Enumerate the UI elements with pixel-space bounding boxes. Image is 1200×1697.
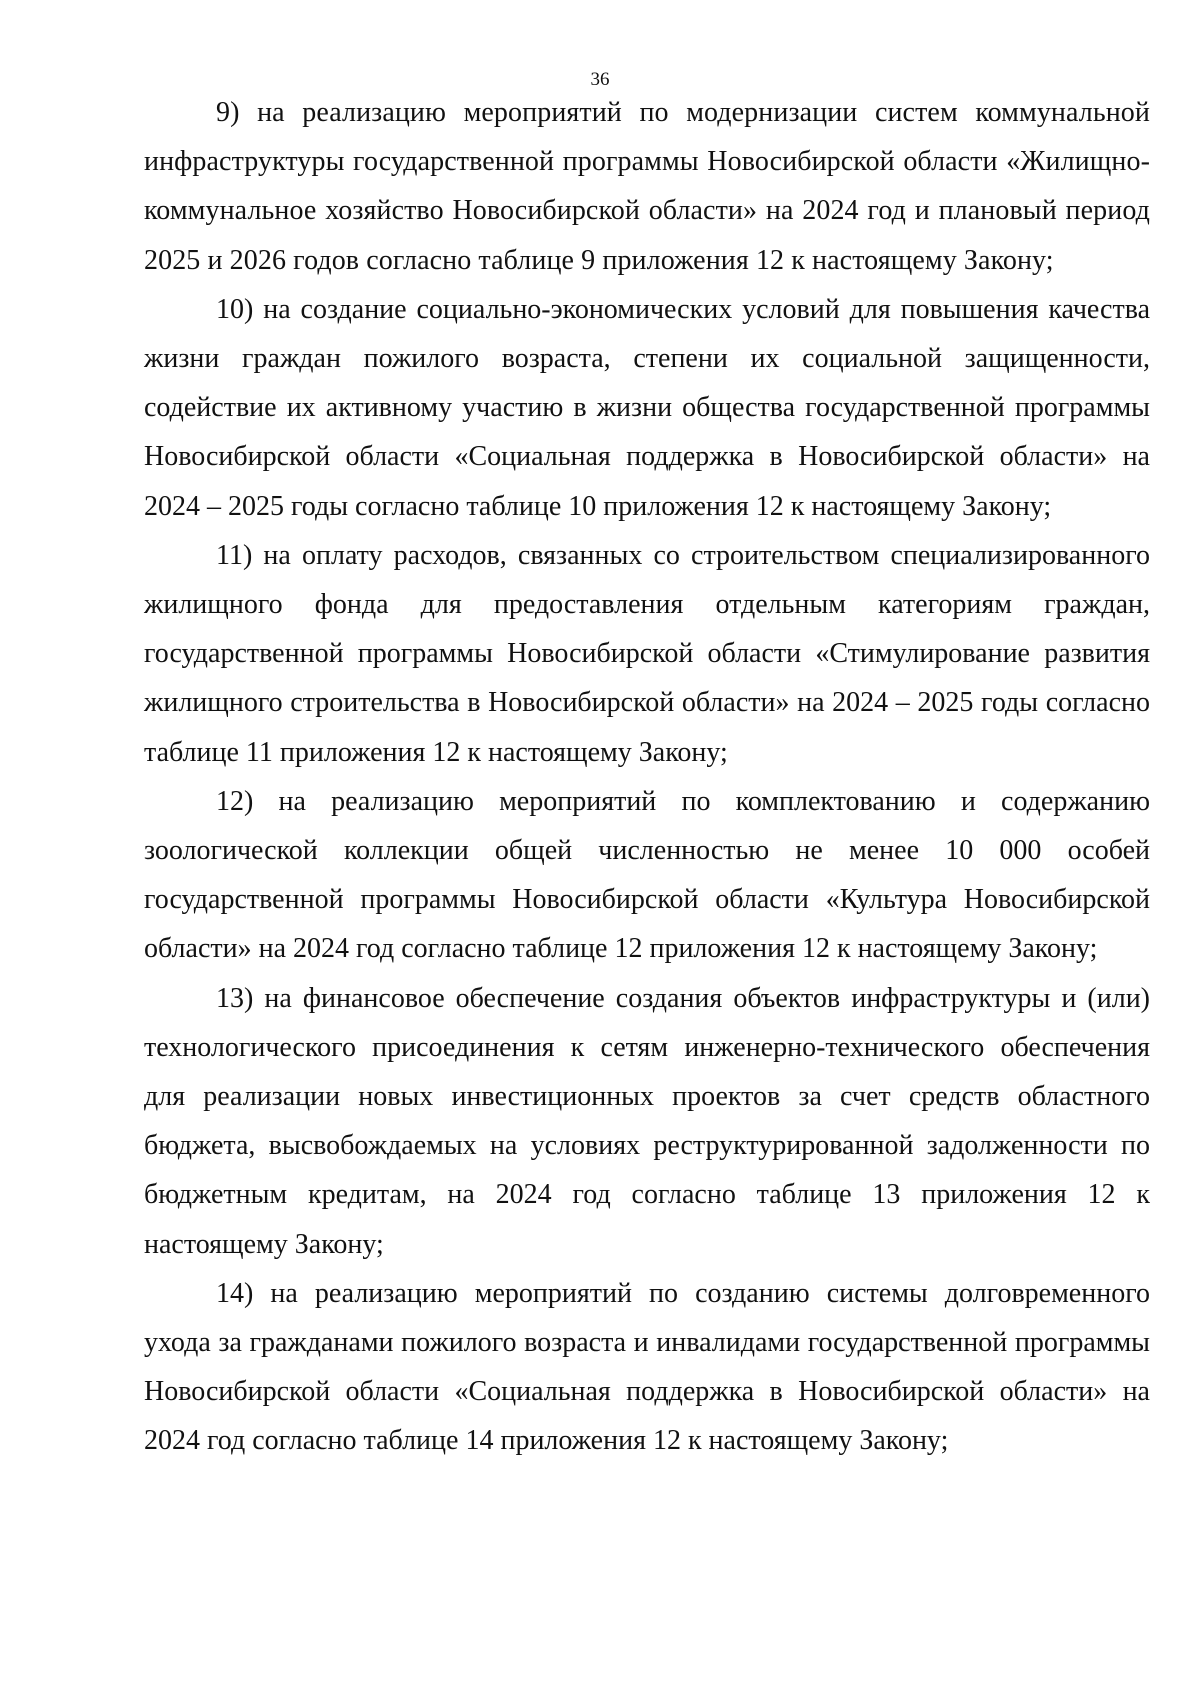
paragraph-item-11: 11) на оплату расходов, связанных со строительством специализированного жилищного фонда для предоставления отдельным категориям граждан, государственной программы Новосибирской области «Стимулирование развития жилищного строительства в Новосибирской области» на 2024 – 2025 годы согласно таблице 11 приложения 12 к настоящему Закону; — [144, 539, 1150, 768]
paragraph-item-14: 14) на реализацию мероприятий по созданию системы долговременного ухода за гражданами пожилого возраста и инвалидами государственной программы Новосибирской области «Социальная поддержка в Новосибирской области» на 2024 год согласно таблице 14 приложения 12 к настоящему Закону; — [144, 1277, 1150, 1457]
paragraph-item-9: 9) на реализацию мероприятий по модернизации систем коммунальной инфраструктуры государственной программы Новосибирской области «Жилищно-коммунальное хозяйство Новосибирской области» на 2024 год и плановый период 2025 и 2026 годов согласно таблице 9 приложения 12 к настоящему Закону; — [144, 97, 1150, 276]
paragraph-item-10: 10) на создание социально-экономических условий для повышения качества жизни граждан пожилого возраста, степени их социальной защищенности, содействие их активному участию в жизни общества государственной программы Новосибирской области «Социальная поддержка в Новосибирской области» на 2024 – 2025 годы согласно таблице 10 приложения 12 к настоящему Закону; — [144, 293, 1150, 522]
document-body — [144, 88, 1150, 1466]
page-number: 36 — [590, 69, 610, 90]
paragraph-item-13: 13) на финансовое обеспечение создания объектов инфраструктуры и (или) технологического присоединения к сетям инженерно-технического обеспечения для реализации новых инвестиционных проектов за счет средств областного бюджета, высвобождаемых на условиях реструктурированной задолженности по бюджетным кредитам, на 2024 год согласно таблице 13 приложения 12 к настоящему Закону; — [144, 982, 1150, 1260]
paragraph-item-12: 12) на реализацию мероприятий по комплектованию и содержанию зоологической коллекции общей численностью не менее 10 000 особей государственной программы Новосибирской области «Культура Новосибирской области» на 2024 год согласно таблице 12 приложения 12 к настоящему Закону; — [144, 785, 1150, 965]
